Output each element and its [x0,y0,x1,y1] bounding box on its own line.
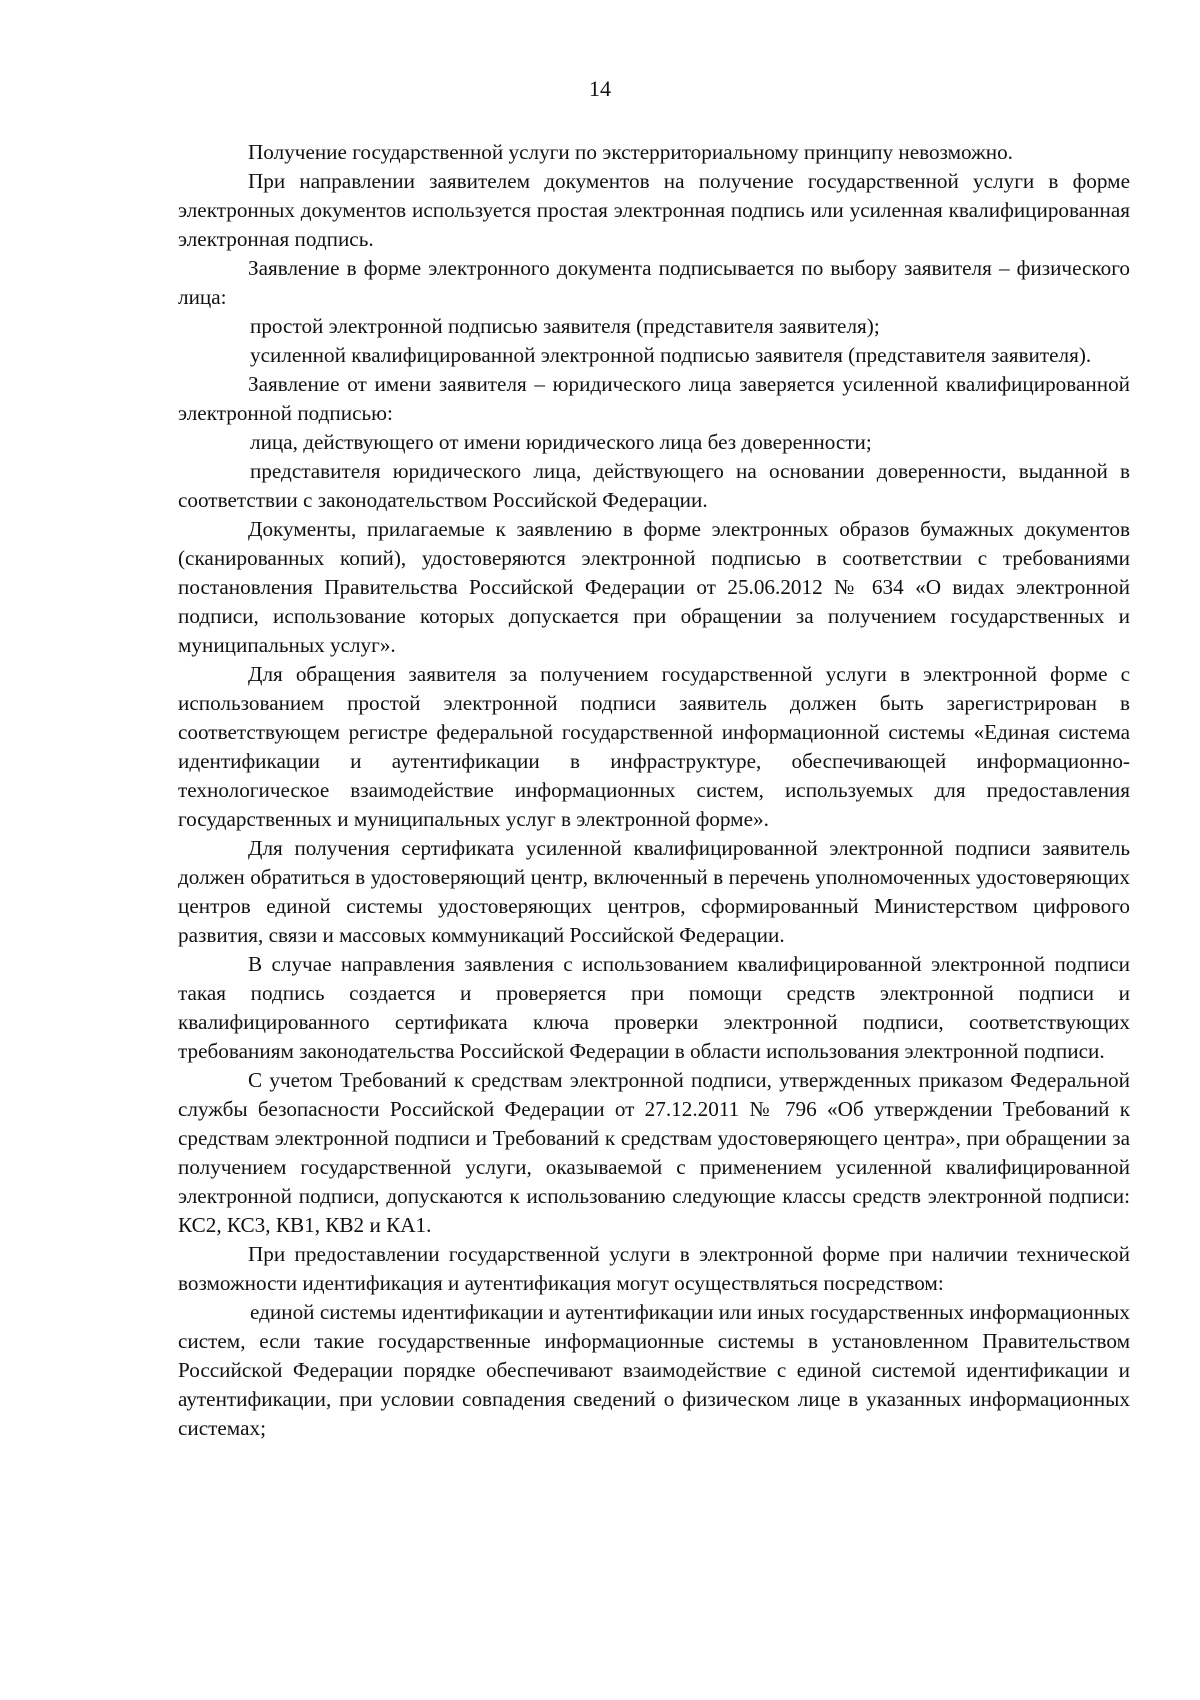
paragraph-identification-methods: При предоставлении государственной услуги в электронной форме при наличии технической возможности идентификация и аутентификация могут осуществляться посредством: [178,1242,1130,1295]
list-item-unified-identification-system: единой системы идентификации и аутентификации или иных государственных информационных систем, если такие государственные информационные системы в установленном Правительством Российской Федерации порядке обеспечивают взаимодействие с единой системой идентификации и аутентификации, при условии совпадения сведений о физическом лице в указанных информационных системах; [178,1300,1130,1440]
paragraph-individual-applicant-signature: Заявление в форме электронного документа подписывается по выбору заявителя – физического лица: [178,256,1130,309]
paragraph-extraterritorial: Получение государственной услуги по экстерриториальному принципу невозможно. [248,140,1013,164]
paragraph-attached-documents: Документы, прилагаемые к заявлению в форме электронных образов бумажных документов (сканированных копий), удостоверяются электронной подписью в соответствии с требованиями постановления Правительства Российской Федерации от 25.06.2012 № 634 «О видах электронной подписи, использование которых допускается при обращении за получением государственных и муниципальных услуг». [178,517,1130,657]
page-number: 14 [589,76,611,101]
paragraph-registration-requirement: Для обращения заявителя за получением государственной услуги в электронной форме с использованием простой электронной подписи заявитель должен быть зарегистрирован в соответствующем регистре федеральной государственной информационной системы «Единая система идентификации и аутентификации в инфраструктуре, обеспечивающей информационно-технологическое взаимодействие информационных систем, используемых для предоставления государственных и муниципальных услуг в электронной форме». [178,662,1130,831]
paragraph-certificate-center: Для получения сертификата усиленной квалифицированной электронной подписи заявитель должен обратиться в удостоверяющий центр, включенный в перечень уполномоченных удостоверяющих центров единой системы удостоверяющих центров, сформированный Министерством цифрового развития, связи и массовых коммуникаций Российской Федерации. [178,836,1130,947]
paragraph-legal-entity-signature: Заявление от имени заявителя – юридического лица заверяется усиленной квалифицированной электронной подписью: [178,372,1130,425]
document-body [178,138,1130,1443]
list-item-qualified-signature: усиленной квалифицированной электронной подписью заявителя (представителя заявителя). [250,343,1092,367]
paragraph-signature-classes: С учетом Требований к средствам электронной подписи, утвержденных приказом Федеральной службы безопасности Российской Федерации от 27.12.2011 № 796 «Об утверждении Требований к средствам электронной подписи и Требований к средствам удостоверяющего центра», при обращении за получением государственной услуги, оказываемой с применением усиленной квалифицированной электронной подписи, допускаются к использованию следующие классы средств электронной подписи: КС2, КС3, КВ1, КВ2 и КА1. [178,1068,1130,1237]
list-item-without-power-of-attorney: лица, действующего от имени юридического лица без доверенности; [250,430,872,454]
list-item-representative: представителя юридического лица, действующего на основании доверенности, выданной в соответствии с законодательством Российской Федерации. [178,459,1130,512]
list-item-simple-signature: простой электронной подписью заявителя (представителя заявителя); [250,314,880,338]
paragraph-electronic-signature-types: При направлении заявителем документов на получение государственной услуги в форме электронных документов используется простая электронная подпись или усиленная квалифицированная электронная подпись. [178,169,1130,251]
paragraph-qualified-signature-check: В случае направления заявления с использованием квалифицированной электронной подписи такая подпись создается и проверяется при помощи средств электронной подписи и квалифицированного сертификата ключа проверки электронной подписи, соответствующих требованиям законодательства Российской Федерации в области использования электронной подписи. [178,952,1130,1063]
